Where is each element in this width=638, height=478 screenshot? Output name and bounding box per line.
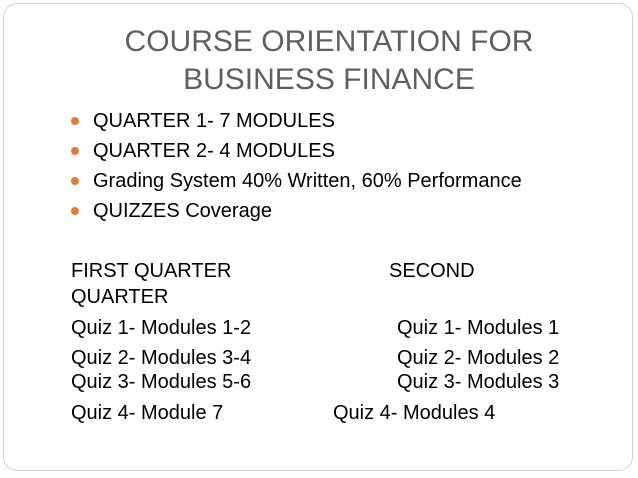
second-quarter-quiz-3: Quiz 3- Modules 3 <box>397 371 560 393</box>
slide-title-line-1: COURSE ORIENTATION FOR <box>124 25 534 58</box>
second-quarter-quiz-1: Quiz 1- Modules 1 <box>397 317 560 339</box>
slide-title-line-2: BUSINESS FINANCE <box>183 63 475 96</box>
bullet-text: QUIZZES Coverage <box>93 200 272 222</box>
bullet-icon <box>71 117 79 125</box>
bullet-list <box>70 107 522 227</box>
first-quarter-quiz-3: Quiz 3- Modules 5-6 <box>71 371 252 393</box>
second-quarter-quiz-2: Quiz 2- Modules 2 <box>397 347 560 369</box>
first-quarter-quiz-4: Quiz 4- Module 7 <box>71 402 224 424</box>
bullet-icon <box>71 207 79 215</box>
bullet-text: QUARTER 2- 4 MODULES <box>93 140 335 162</box>
first-quarter-heading: FIRST QUARTER <box>71 260 232 282</box>
bullet-item <box>70 167 522 197</box>
bullet-item <box>70 197 522 227</box>
bullet-item <box>70 107 522 137</box>
second-quarter-quiz-4: Quiz 4- Modules 4 <box>333 402 496 424</box>
slide <box>3 3 633 471</box>
bullet-icon <box>71 177 79 185</box>
first-quarter-quiz-2: Quiz 2- Modules 3-4 <box>71 347 252 369</box>
bullet-text: QUARTER 1- 7 MODULES <box>93 110 335 132</box>
bullet-text: Grading System 40% Written, 60% Performance <box>93 170 522 192</box>
quarter-heading-wrap: QUARTER <box>71 286 169 308</box>
bullet-icon <box>71 147 79 155</box>
first-quarter-quiz-1: Quiz 1- Modules 1-2 <box>71 317 252 339</box>
bullet-item <box>70 137 522 167</box>
second-quarter-heading: SECOND <box>389 260 475 282</box>
